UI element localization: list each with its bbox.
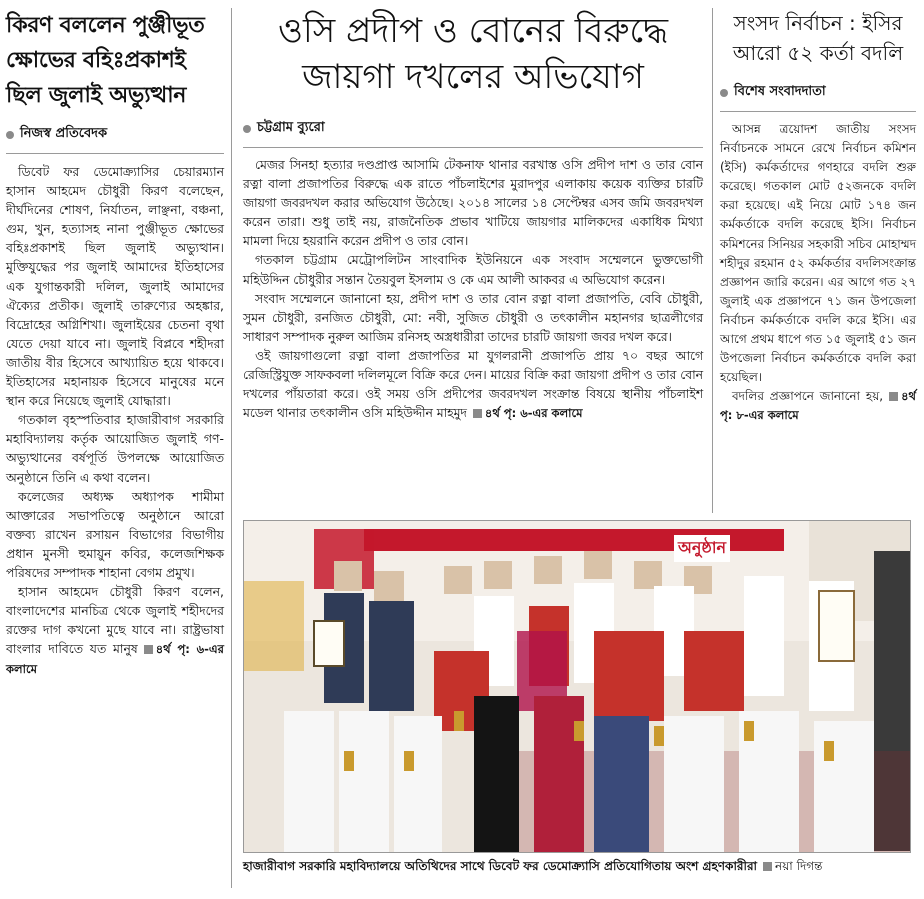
paragraph <box>720 387 916 425</box>
left-byline-text: নিজস্ব প্রতিবেদক <box>20 126 108 141</box>
left-article-headline: কিরণ বললেন পুঞ্জীভূত ক্ষোভের বহিঃপ্রকাশই ছিল জুলাই অভ্যুত্থান <box>6 13 205 108</box>
paragraph: কলেজের অধ্যক্ষ অধ্যাপক শামীমা আক্তারের সভাপতিত্বে অনুষ্ঠানে আরো বক্তব্য রাখেন রসায়ন বিভাগের বিভাগীয় প্রধান মুনসী হুমায়ুন কবির, কলেজশিক্ষক পরিষদের সম্পাদক শাহানা বেগম প্রমুখ। <box>6 488 224 580</box>
bullet-dot-icon <box>6 131 14 139</box>
center-byline-text: চট্টগ্রাম ব্যুরো <box>257 120 325 135</box>
photo-banner-text: অনুষ্ঠান <box>674 535 730 562</box>
paragraph: ডিবেট ফর ডেমোক্র্যাসির চেয়ারম্যান হাসান আহমেদ চৌধুরী কিরণ বলেছেন, দীর্ঘদিনের শোষণ, নির্যাতন, লাঞ্ছনা, বঞ্চনা, গুম, খুন, হত্যাসহ নানা পুঞ্জীভূত ক্ষোভের বহিঃপ্রকাশই ছিল জুলাই অভ্যুত্থান। মুক্তিযুদ্ধের পর জুলাই আমাদের ইতিহাসের এক যুগান্তকারী দলিল, জুলাই আমাদের ঐক্যের প্রতীক। জুলাই তারুণ্যের অহঙ্কার, বিদ্রোহের অগ্নিশিখা। জুলাইয়ের চেতনা বৃথা যেতে দেয়া যাবে না। জুলাই বিপ্লবে শহীদরা জাতীয় বীর হিসেবে আখ্যায়িত হয়ে থাকবে। ইতিহাসের মহানায়ক হিসেবে মানুষের মনে স্থান করে নিয়েছে জুলাই যোদ্ধারা। <box>6 164 224 409</box>
jump-square-icon <box>473 409 482 418</box>
paragraph: সংবাদ সম্মেলনে জানানো হয়, প্রদীপ দাশ ও তার বোন রত্না বালা প্রজাপতি, বেবি চৌধুরী, সুমন চৌধুরী, রনজিত চৌধুরী, মো: নবী, সুজিত চৌধুরী ও তৎকালীন মহানগর ছাত্রলীগের সাধারণ সম্পাদক নুরুল আজিম রনিসহ অস্ত্রধারীরা তাদের চারটি জায়গা জবর দখল করে। <box>243 291 703 344</box>
center-article-headline: ওসি প্রদীপ ও বোনের বিরুদ্ধে জায়গা দখলের অভিযোগ <box>277 11 669 97</box>
photo-caption <box>243 858 913 878</box>
paragraph: আসন্ন ত্রয়োদশ জাতীয় সংসদ নির্বাচনকে সামনে রেখে নির্বাচন কমিশন (ইসি) কর্মকর্তাদের গণহারে বদলি শুরু করেছে। গতকাল মোট ৫২জনকে বদলি করা হয়েছে। এই নিয়ে মোট ১৭৪ জন কর্মকর্তাকে বদলি করেছে ইসি। নির্বাচন কমিশনের সিনিয়র সহকারী সচিব মোহাম্মদ শহীদুর রহমান ৫২ কর্মকর্তার বদলিসংক্রান্ত প্রজ্ঞাপন জারি করেন। এর আগে গত ২৭ জুলাই এক প্রজ্ঞাপনে ৭১ জন উপজেলা নির্বাচন কর্মকর্তাকে বদলি করে ইসি। এর আগে প্রথম ধাপে গত ১৫ জুলাই ৫১ জন উপজেলা নির্বাচন কর্মকর্তাকে বদলি করা হয়েছিল। <box>720 122 916 385</box>
right-byline-text: বিশেষ সংবাদদাতা <box>734 84 826 99</box>
center-article-body <box>243 156 703 423</box>
left-article-byline <box>6 124 224 145</box>
column-rule-left <box>231 8 232 888</box>
right-article-headline: সংসদ নির্বাচন : ইসির আরো ৫২ কর্তা বদলি <box>732 11 904 65</box>
center-article-jump[interactable]: ৪র্থ পৃ: ৬-এর কলামে <box>484 406 583 421</box>
bullet-dot-icon <box>720 89 728 97</box>
credit-square-icon <box>763 862 772 871</box>
right-article-byline <box>720 82 916 103</box>
paragraph: গতকাল বৃহস্পতিবার হাজারীবাগ সরকারি মহাবিদ্যালয় কর্তৃক আয়োজিত জুলাই গণ-অভ্যুত্থানের বর্ষপূর্তি উপলক্ষে আয়োজিত অনুষ্ঠানে তিনি এ কথা বলেন। <box>6 412 224 485</box>
event-photo-illustration <box>244 521 910 852</box>
paragraph-text: ওই জায়গাগুলো রত্না বালা প্রজাপতির মা যুগলরানী প্রজাপতি প্রায় ৭০ বছর আগে রেজিস্ট্রিযুক্ত সাফকবলা দলিলমূলে বিক্রি করে দেন। মায়ের বিক্রি করা জায়গা প্রদীপ ও তার বোন দখলের পাঁয়তারা করে। ওই সময় ওসি প্রদীপের জবরদখল সংক্রান্ত বিষয়ে স্থানীয় পাঁচলাইশ মডেল থানার তৎকালীন ওসি মহিউদ্দীন মাহমুদ <box>243 348 703 421</box>
right-article-jump[interactable]: ৪র্থ পৃ: ৮-এর কলামে <box>720 389 916 423</box>
paragraph <box>6 582 224 679</box>
byline-divider <box>720 111 916 112</box>
right-article-body <box>720 120 916 426</box>
paragraph: গতকাল চট্টগ্রাম মেট্রোপলিটন সাংবাদিক ইউনিয়নে এক সংবাদ সম্মেলনে ভুক্তভোগী মহিউদ্দিন চৌধুরীর সন্তান তৈয়বুল ইসলাম ও কে এম আলী আকবর এ অভিযোগ করেন। <box>243 253 703 287</box>
left-article-jump[interactable]: ৪র্থ পৃ: ৬-এর কলামে <box>6 642 224 677</box>
center-article <box>243 8 703 423</box>
left-article-body <box>6 162 224 680</box>
byline-divider <box>243 147 703 148</box>
bullet-dot-icon <box>243 125 251 133</box>
photo-credit: নয়া দিগন্ত <box>775 859 823 873</box>
paragraph: মেজর সিনহা হত্যার দণ্ডপ্রাপ্ত আসামি টেকনাফ থানার বরখাস্ত ওসি প্রদীপ দাশ ও তার বোন রত্না বালা প্রজাপতির বিরুদ্ধে এক রাতে পাঁচলাইশের মুরাদপুর এলাকায় কয়েক ব্যক্তির চারটি জায়গা জবরদখল করার অভিযোগ উঠেছে। ২০১৪ সালের ১৪ সেপ্টেম্বর এসব জমি জবরদখল করেন তারা। শুধু তাই নয়, রাজনৈতিক প্রভাব খাটিয়ে জায়গার মালিকদের একাধিক মিথ্যা মামলা দিয়ে হয়রানি করেন প্রদীপ ও তার বোন। <box>243 158 703 249</box>
center-article-byline <box>243 118 703 139</box>
jump-square-icon <box>144 645 153 654</box>
column-rule-right <box>712 8 713 513</box>
event-photo <box>243 520 911 853</box>
paragraph-text: হাসান আহমেদ চৌধুরী কিরণ বলেন, বাংলাদেশের মানচিত্র থেকে জুলাই শহীদদের রক্তের দাগ কখনো মুছে যাবে না। রাষ্ট্রভাষা বাংলার দাবিতে যত মানুষ <box>6 584 224 657</box>
left-article <box>6 8 224 680</box>
byline-divider <box>6 153 224 154</box>
jump-square-icon <box>889 392 898 401</box>
paragraph <box>243 347 703 423</box>
caption-text: হাজারীবাগ সরকারি মহাবিদ্যালয়ে অতিথিদের সাথে ডিবেট ফর ডেমোক্র্যাসি প্রতিযোগিতায় অংশ গ্রহণকারীরা <box>243 859 758 873</box>
paragraph-text: বদলির প্রজ্ঞাপনে জানানো হয়, <box>732 389 884 404</box>
right-article <box>720 8 916 426</box>
